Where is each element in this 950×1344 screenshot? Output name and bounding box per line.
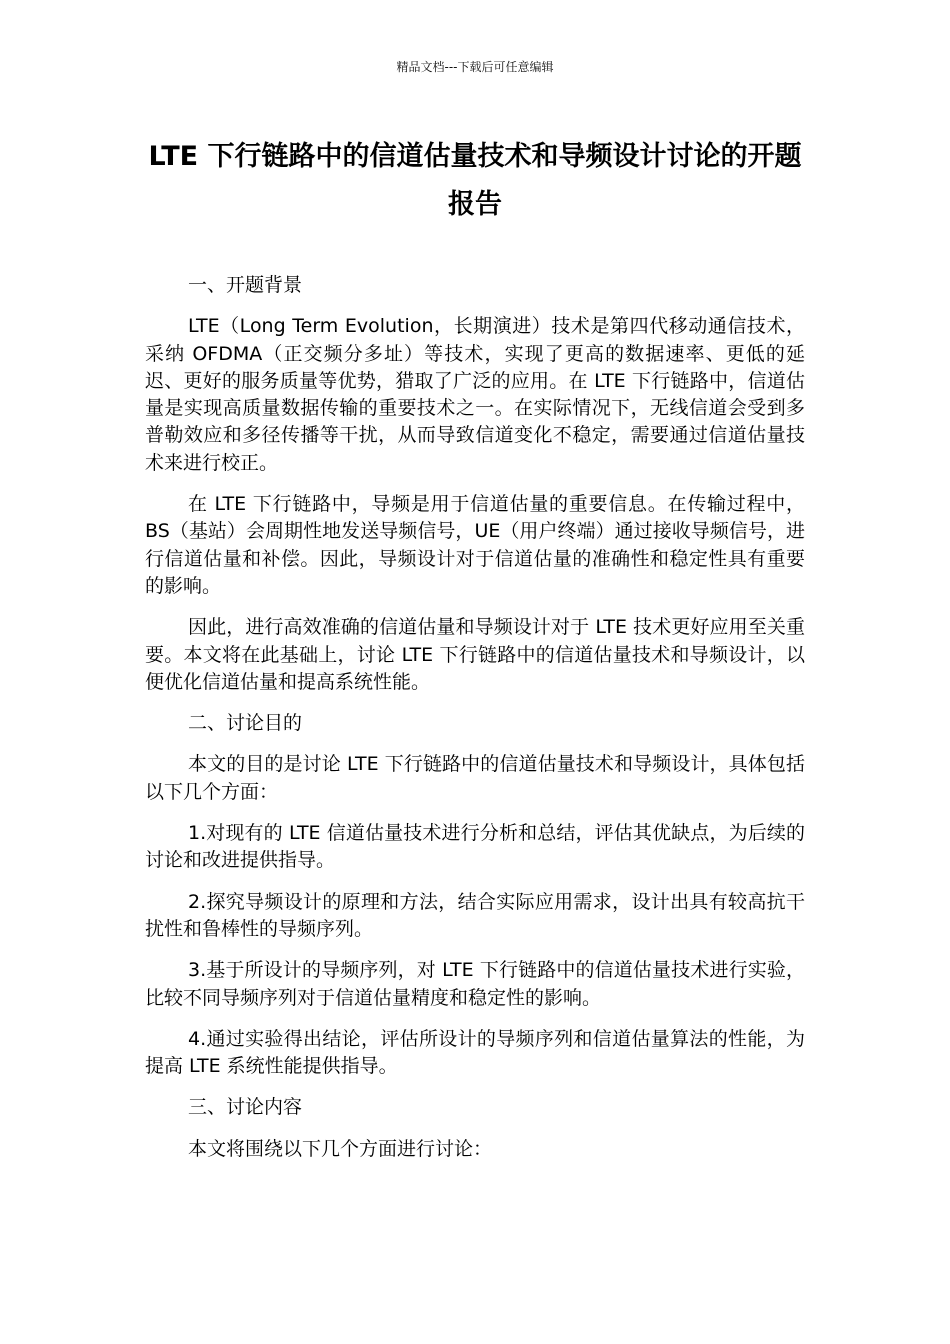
list-item: 4.通过实验得出结论，评估所设计的导频序列和信道估量算法的性能，为提高 LTE 系统性能提供指导。 [145, 1027, 805, 1078]
list-item: 2.探究导频设计的原理和方法，结合实际应用需求，设计出具有较高抗干扰性和鲁棒性的导频序列。 [145, 890, 805, 940]
paragraph: 因此，进行高效准确的信道估量和导频设计对于 LTE 技术更好应用至关重要。本文将在此基础上，讨论 LTE 下行链路中的信道估量技术和导频设计，以便优化信道估量和提高系统性能。 [145, 616, 805, 693]
list-item: 3.基于所设计的导频序列，对 LTE 下行链路中的信道估量技术进行实验，比较不同导频序列对于信道估量精度和稳定性的影响。 [145, 959, 805, 1009]
header-note: 精品文档---下载后可任意编辑 [396, 60, 554, 74]
section-heading-background: 一、开题背景 [188, 274, 303, 296]
paragraph: LTE（Long Term Evolution，长期演进）技术是第四代移动通信技术，采纳 OFDMA（正交频分多址）等技术，实现了更高的数据速率、更低的延迟、更好的服务质量等优势，猎取了广泛的应用。在 LTE 下行链路中，信道估量是实现高质量数据传输的重要技术之一。在实际情况下，无线信道会受到多普勒效应和多径传播等干扰，从而导致信道变化不稳定，需要通过信道估量技术来进行校正。 [145, 315, 805, 474]
document-body [145, 272, 805, 1177]
paragraph: 本文将围绕以下几个方面进行讨论： [188, 1137, 493, 1160]
paragraph: 本文的目的是讨论 LTE 下行链路中的信道估量技术和导频设计，具体包括以下几个方面： [145, 753, 805, 803]
document-title: LTE 下行链路中的信道估量技术和导频设计讨论的开题报告 [148, 141, 802, 220]
paragraph: 在 LTE 下行链路中，导频是用于信道估量的重要信息。在传输过程中，BS（基站）会周期性地发送导频信号，UE（用户终端）通过接收导频信号，进行信道估量和补偿。因此，导频设计对于信道估量的准确性和稳定性具有重要的影响。 [145, 493, 805, 597]
section-heading-purpose: 二、讨论目的 [188, 712, 303, 735]
section-heading-content: 三、讨论内容 [188, 1096, 303, 1119]
list-item: 1.对现有的 LTE 信道估量技术进行分析和总结，评估其优缺点，为后续的讨论和改进提供指导。 [145, 822, 805, 872]
